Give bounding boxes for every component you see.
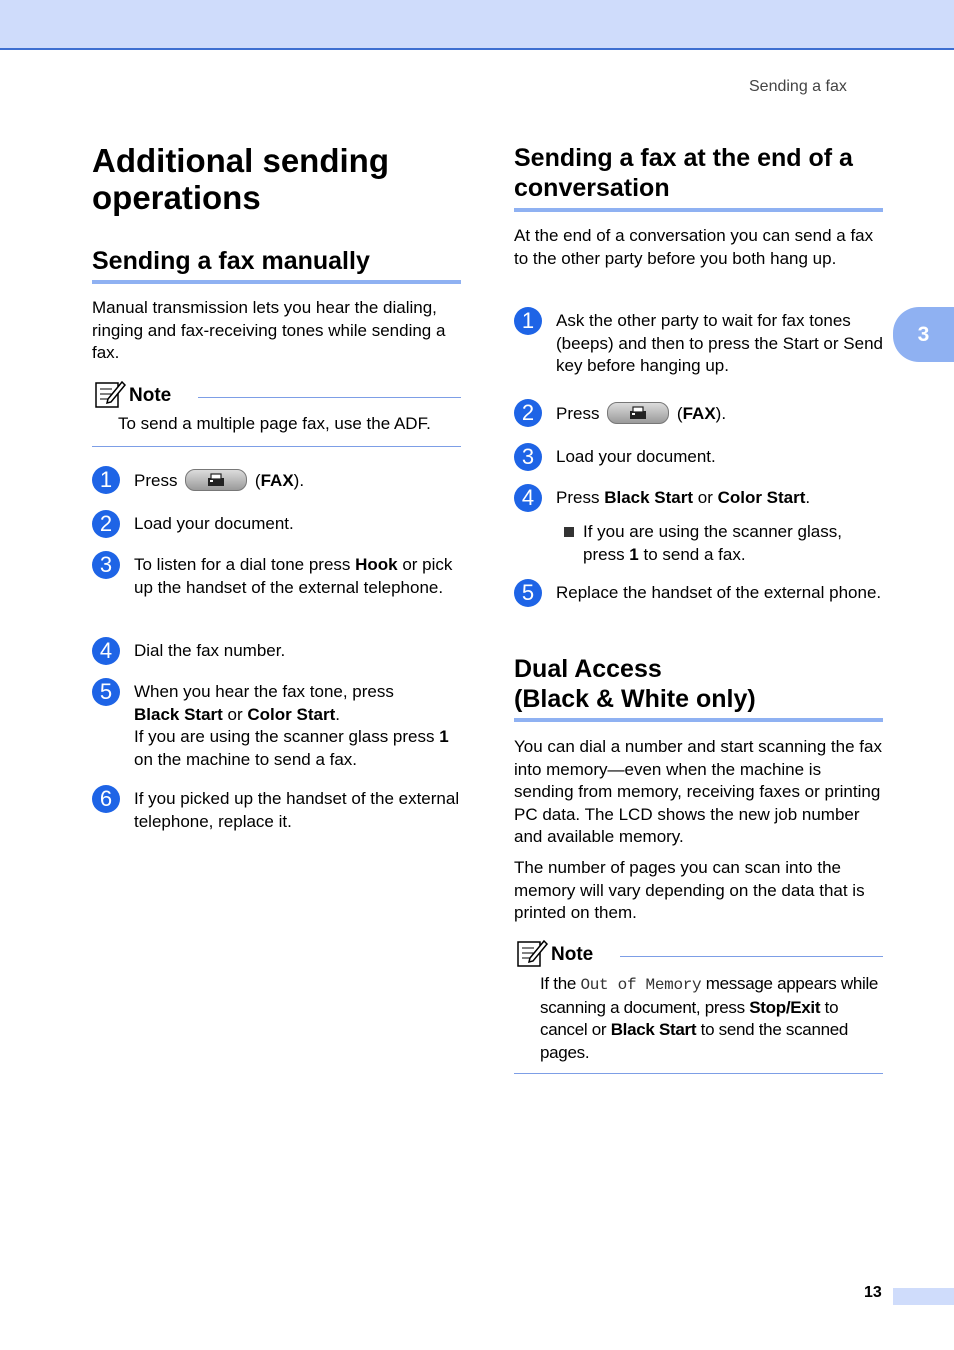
section-title-end-of-conversation: Sending a fax at the end of a conversation [514, 144, 853, 202]
note-label: Note [551, 944, 594, 965]
fax-icon [629, 406, 647, 420]
note-label: Note [129, 385, 172, 406]
page-title: Additional sending operations [92, 142, 389, 216]
note-pencil-icon [516, 938, 548, 968]
step-number: 1 [92, 466, 120, 494]
bullet-square [564, 527, 574, 537]
step-number: 3 [514, 443, 542, 471]
section-title-manual: Sending a fax manually [92, 247, 370, 275]
step-number: 2 [92, 510, 120, 538]
chapter-tab[interactable]: 3 [893, 307, 954, 362]
note-end-rule [514, 1073, 883, 1074]
note-end-rule [92, 446, 461, 447]
page-number: 13 [864, 1284, 882, 1301]
step-number: 6 [92, 785, 120, 813]
intro-paragraph: Manual transmission lets you hear the dialing, ringing and fax-receiving tones while sending a fax. [92, 298, 446, 362]
scanner-glass-bullet: If you are using the scanner glass, press 1 to send a fax. [564, 521, 883, 566]
note-header [514, 938, 883, 968]
section-title-dual-access: Dual Access (Black & White only) [514, 655, 756, 713]
note-divider [620, 956, 883, 957]
lcd-message: Out of Memory [580, 976, 702, 994]
step-number: 4 [514, 484, 542, 512]
top-banner [0, 0, 954, 50]
section-rule [514, 718, 883, 722]
section-rule [514, 208, 883, 212]
note-text: To send a multiple page fax, use the ADF. [118, 414, 431, 433]
step-number: 1 [514, 307, 542, 335]
dual-access-paragraph-2: The number of pages you can scan into the memory will vary depending on the data that is printed on them. [514, 858, 865, 922]
fax-icon [207, 473, 225, 487]
note-divider [198, 397, 461, 398]
step-number: 4 [92, 637, 120, 665]
footer-bar [893, 1288, 954, 1305]
section-rule [92, 280, 461, 284]
conversation-intro: At the end of a conversation you can send a fax to the other party before you both hang up. [514, 226, 874, 268]
dual-access-paragraph-1: You can dial a number and start scanning the fax into memory—even when the machine is sending from memory, receiving faxes or printing PC data. The LCD shows the new job number and available memory. [514, 737, 882, 846]
step-number: 5 [514, 579, 542, 607]
step-number: 3 [92, 551, 120, 579]
fax-button[interactable] [185, 469, 247, 491]
note-text: If the Out of Memory message appears while scanning a document, press Stop/Exit to cancel or Black Start to send the scanned pages. [540, 974, 879, 1062]
step-number: 5 [92, 678, 120, 706]
fax-button[interactable] [607, 402, 669, 424]
running-header: Sending a fax [749, 78, 847, 95]
note-header [92, 379, 461, 409]
note-pencil-icon [94, 379, 126, 409]
step-number: 2 [514, 399, 542, 427]
